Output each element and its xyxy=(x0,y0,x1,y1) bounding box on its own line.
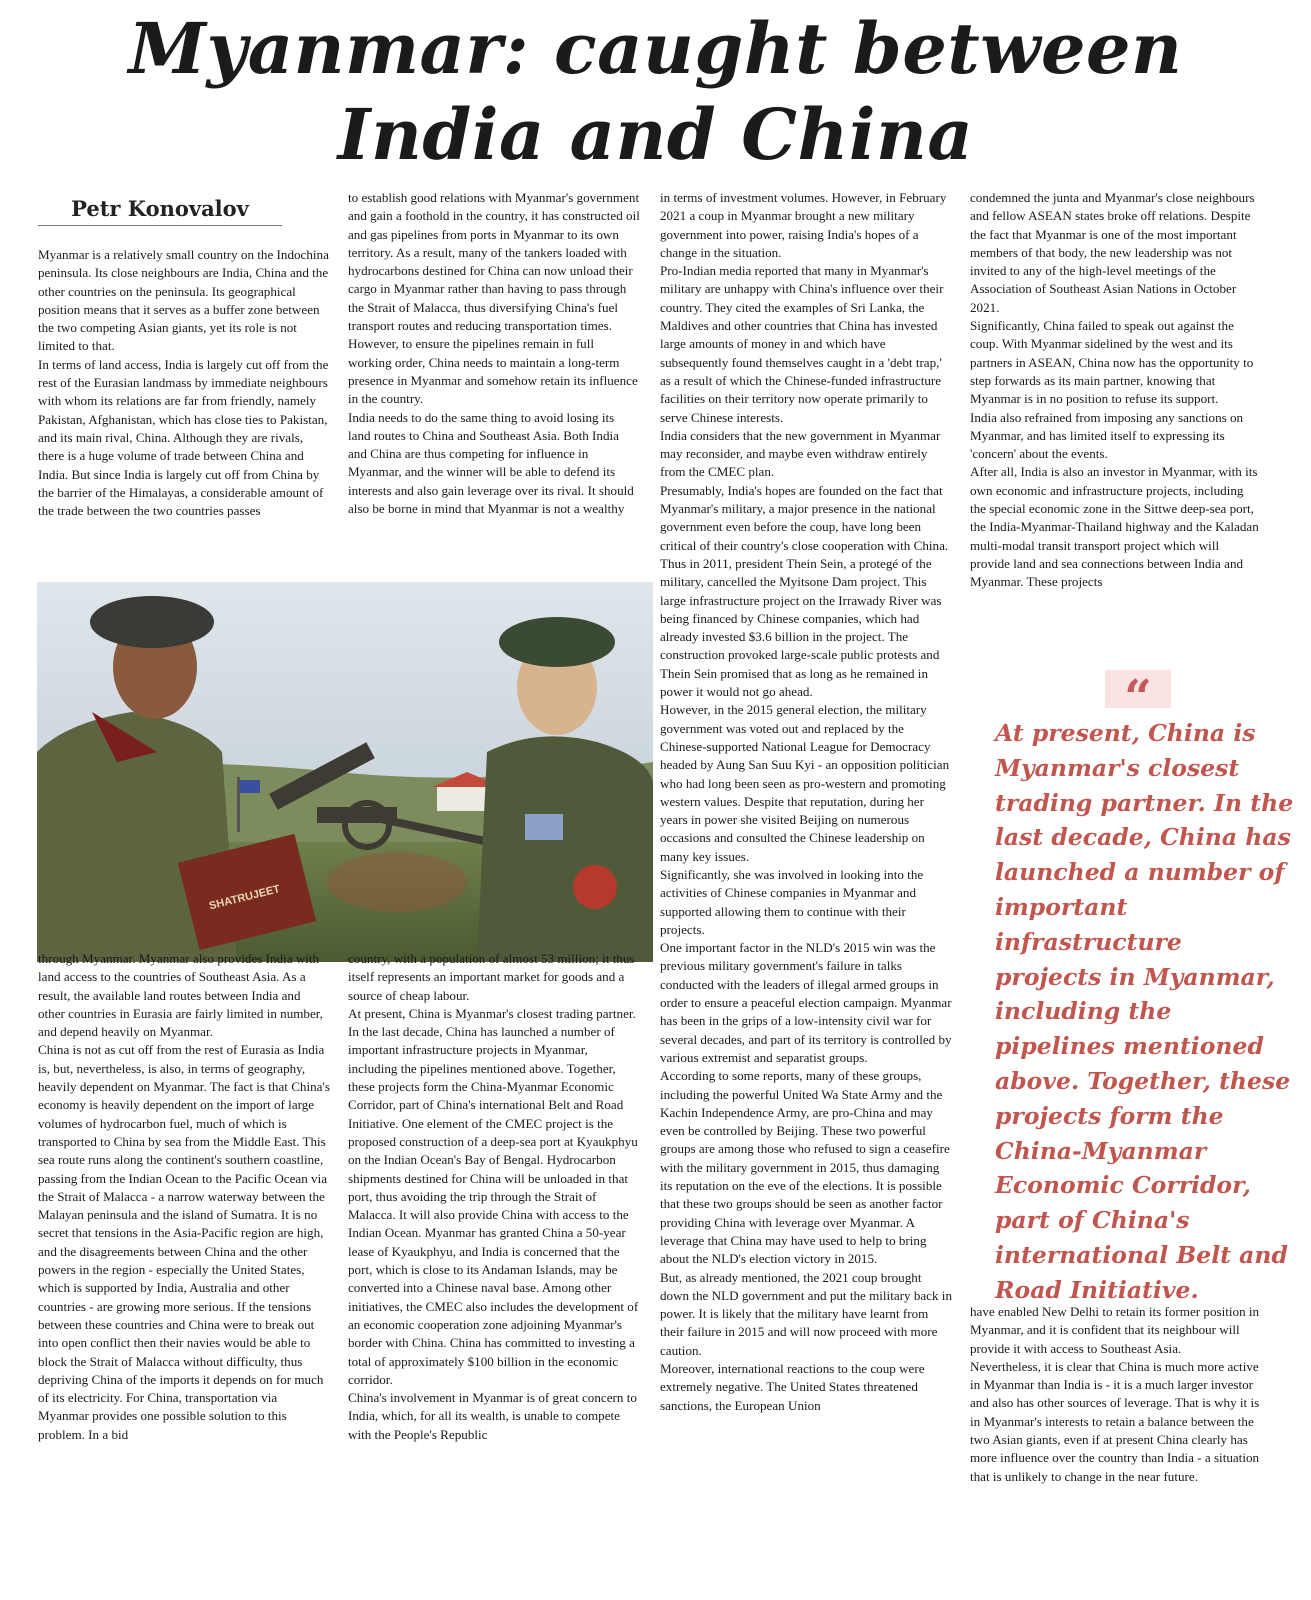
paragraph: to establish good relations with Myanmar's government and gain a foothold in the country, it has constructed oil and gas pipelines from ports in Myanmar to its own territory. As a result, many of the tankers loaded with hydrocarbons destined for China can now unload their cargo in Myanmar rather than having to pass through the Strait of Malacca, thus diversifying China's fuel transport routes and reducing transportation times. However, to ensure the pipelines remain in full working order, China needs to maintain a long-term presence in Myanmar and somehow retain its influence in the country. xyxy=(348,190,640,407)
byline: Petr Konovalov xyxy=(38,196,282,226)
headline-line-2: India and China xyxy=(337,93,974,176)
pull-quote: At present, China is Myanmar's closest trading partner. In the last decade, China has launched a number of important infrastructure projects in Myanmar, including the pipelines mentioned above. Together, these projects form the China-Myanmar Economic Corridor, part of China's international Belt and Road Initiative. xyxy=(995,719,1294,1304)
column-3 xyxy=(660,189,952,1591)
paragraph: However, in the 2015 general election, the military government was voted out and replaced by the Chinese-supported National League for Democracy headed by Aung San Suu Kyi - an opposition politician who had long been seen as pro-western and promoting western values. Despite that reputation, during her years in power she visited Beijing on numerous occasions and consulted the Chinese leadership on many key issues. xyxy=(660,702,950,864)
paragraph: India considers that the new government in Myanmar may reconsider, and maybe even withdraw entirely from the CMEC plan. xyxy=(660,427,941,480)
paragraph: condemned the junta and Myanmar's close neighbours and fellow ASEAN states broke off relations. Despite the fact that Myanmar is one of the most important members of that body, the new leadership was not invited to any of the high-level meetings of the Association of Southeast Asian Nations in October 2021. xyxy=(970,190,1255,315)
paragraph: One important factor in the NLD's 2015 win was the previous military government's failure in talks conducted with the leaders of illegal armed groups in order to ensure a peaceful election campaign. Myanmar has been in the grips of a low-intensity civil war for several decades, and part of its territory is controlled by various extremist and separatist groups. xyxy=(660,940,952,1065)
column-1-bottom xyxy=(38,950,330,1590)
paragraph: in terms of investment volumes. However, in February 2021 a coup in Myanmar brought a new military government into power, raising India's hopes of a change in the situation. xyxy=(660,190,947,260)
column-1-top xyxy=(38,246,330,578)
paragraph: According to some reports, many of these groups, including the powerful United Wa State Army and the Kachin Independence Army, are pro-China and may even be controlled by Beijing. These two powerful groups are among those who refused to sign a ceasefire with the military government in 2015, thus damaging its reputation on the eve of the elections. It is possible that these two groups should be seen as another factor providing China with leverage over Myanmar. A leverage that China may have used to help to bring about the NLD's election victory in 2015. xyxy=(660,1068,950,1267)
paragraph: At present, China is Myanmar's closest trading partner. In the last decade, China has launched a number of important infrastructure projects in Myanmar, including the pipelines mentioned above. Together, these projects form the China-Myanmar Economic Corridor, part of China's international Belt and Road Initiative. One element of the CMEC project is the proposed construction of a deep-sea port at Kyaukphyu on the Indian Ocean's Bay of Bengal. Hydrocarbon shipments destined for China will be unloaded in that port, thus avoiding the trip through the Strait of Malacca. It will also provide China with access to the Indian Ocean. Myanmar has granted China a 50-year lease of Kyaukphyu, and India is concerned that the port, which is close to its Andaman Islands, may be converted into a Chinese naval base. Among other initiatives, the CMEC also includes the development of an economic cooperation zone adjoining Myanmar's border with China. China has committed to investing a total of approximately $100 billion in the economic corridor. xyxy=(348,1005,639,1387)
paragraph: country, with a population of almost 53 million; it thus itself represents an important market for goods and a source of cheap labour. xyxy=(348,951,635,1003)
paragraph: China's involvement in Myanmar is of great concern to India, which, for all its wealth, is unable to compete with the People's Republic xyxy=(348,1390,637,1442)
column-2-top xyxy=(348,189,640,581)
headline-line-1: Myanmar: caught between xyxy=(128,7,1183,90)
photo-military-officers xyxy=(37,582,653,962)
paragraph: India also refrained from imposing any sanctions on Myanmar, and has limited itself to expressing its 'concern' about the events. xyxy=(970,409,1244,462)
column-4-top xyxy=(970,189,1262,659)
paragraph: But, as already mentioned, the 2021 coup brought down the NLD government and put the military back in power. It is likely that the military have learnt from their failure in 2015 and will now proceed with more caution. xyxy=(660,1269,952,1358)
column-2-bottom xyxy=(348,950,640,1590)
column-4-bottom xyxy=(970,1303,1262,1593)
paragraph: Nevertheless, it is clear that China is much more active in Myanmar than India is - it is a much larger investor and also has other sources of leverage. That is why it is in Myanmar's interests to retain a balance between the two Asian giants, even if at present China clearly has more influence over the country than India - a situation that is unlikely to change in the near future. xyxy=(970,1358,1260,1484)
paragraph: In terms of land access, India is largely cut off from the rest of the Eurasian landmass by immediate neighbours with whom its relations are far from friendly, namely Pakistan, Afghanistan, which has close ties to Pakistan, and its main rival, China. Although they are rivals, there is a huge volume of trade between China and India. But since India is largely cut off from China by the barrier of the Himalayas, a considerable amount of the trade between the two countries passes xyxy=(38,356,329,519)
paragraph: China is not as cut off from the rest of Eurasia as India is, but, nevertheless, is also, in terms of geography, heavily dependent on Myanmar. The fact is that China's economy is heavily dependent on the import of large volumes of hydrocarbon fuel, much of which is transported to China by sea from the Middle East. This sea route runs along the continent's southern coastline, passing from the Indian Ocean to the Pacific Ocean via the Strait of Malacca - a narrow waterway between the Malayan peninsula and the island of Sumatra. It is no secret that tensions in the Asia-Pacific region are high, and the disagreements between China and the other powers in the region - especially the United States, which is supported by India, Australia and other countries - are growing more serious. If the tensions between these countries and China were to break out into open conflict then their navies would be able to block the Strait of Malacca without difficulty, thus depriving China of the imports it depends on for much of its electricity. For China, transportation via Myanmar provides one possible solution to this problem. In a bid xyxy=(38,1042,330,1442)
article-photo xyxy=(37,582,653,962)
paragraph: Significantly, China failed to speak out against the coup. With Myanmar sidelined by the west and its partners in ASEAN, China now has the opportunity to step forwards as its main partner, knowing that Myanmar is in no position to refuse its support. xyxy=(970,318,1254,407)
paragraph: After all, India is also an investor in Myanmar, with its own economic and infrastructure projects, including the special economic zone in the Sittwe deep-sea port, the India-Myanmar-Thailand highway and the Kaladan multi-modal transit transport project which will provide land and sea connections between India and Myanmar. These projects xyxy=(970,464,1259,590)
paragraph: India needs to do the same thing to avoid losing its land routes to China and Southeast Asia. Both India and China are thus competing for influence in Myanmar, and the winner will be able to defend its interests and also gain leverage over its rival. It should also be borne in mind that Myanmar is not a wealthy xyxy=(348,409,634,517)
headline xyxy=(0,6,1311,178)
paragraph: Presumably, India's hopes are founded on the fact that Myanmar's military, a major presence in the national government even before the coup, have long been critical of their country's close cooperation with China. Thus in 2011, president Thein Sein, a protegé of the military, cancelled the Myitsone Dam project. This large infrastructure project on the Irrawady River was being financed by Chinese companies, which had already invested $3.6 billion in the project. The construction provoked large-scale public protests and Thein Sein promised that as long as he remained in power it would not go ahead. xyxy=(660,482,949,700)
plaque-text: SHATRUJEET xyxy=(207,883,282,913)
paragraph: have enabled New Delhi to retain its former position in Myanmar, and it is confident that its neighbour will provide it with access to Southeast Asia. xyxy=(970,1304,1260,1356)
paragraph: Myanmar is a relatively small country on the Indochina peninsula. Its close neighbours are India, China and the other countries on the peninsula. Its geographical position means that it serves as a buffer zone between the two competing Asian giants, yet its role is not limited to that. xyxy=(38,247,329,354)
quote-mark-icon: “ xyxy=(1105,670,1171,708)
paragraph: Moreover, international reactions to the coup were extremely negative. The United States threatened sanctions, the European Union xyxy=(660,1361,925,1413)
paragraph: through Myanmar. Myanmar also provides India with land access to the countries of Southeast Asia. As a result, the available land routes between India and other countries in Eurasia are fairly limited in number, and depend heavily on Myanmar. xyxy=(38,951,323,1040)
paragraph: Pro-Indian media reported that many in Myanmar's military are unhappy with China's influence over their country. They cited the examples of Sri Lanka, the Maldives and other countries that China has invested large amounts of money in and which have subsequently found themselves caught in a 'debt trap,' as a result of which the Chinese-funded infrastructure facilities on their territory now operate primarily to serve Chinese interests. xyxy=(660,263,944,425)
paragraph: Significantly, she was involved in looking into the activities of Chinese companies in Myanmar and supported allowing them to continue with their projects. xyxy=(660,866,924,937)
